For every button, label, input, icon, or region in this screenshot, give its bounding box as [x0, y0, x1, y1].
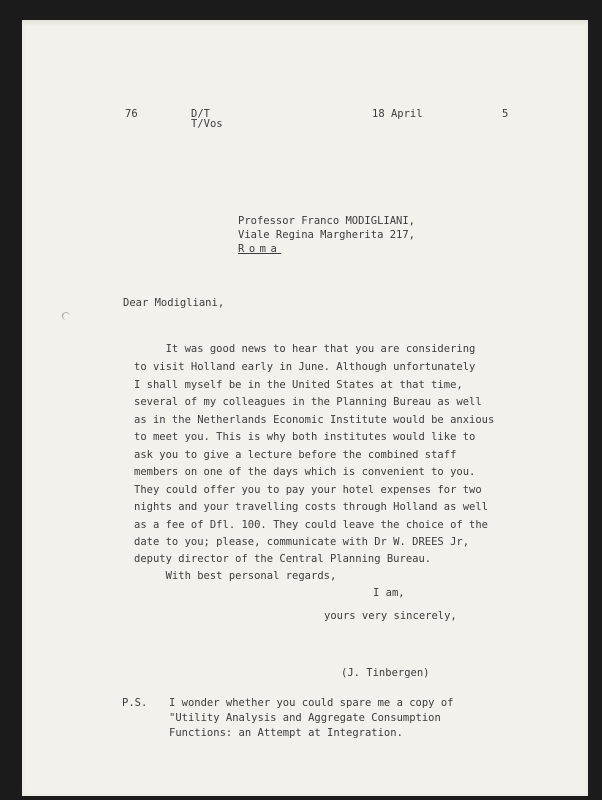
address-city: Roma — [238, 243, 282, 255]
postscript-line: I wonder whether you could spare me a copy of — [169, 697, 454, 709]
postscript-label: P.S. — [122, 697, 148, 709]
body-line: It was good news to hear that you are considering — [134, 343, 476, 355]
letter-date: 18 April — [372, 108, 423, 120]
paper-top-shadow — [22, 20, 588, 26]
closing-valediction: yours very sincerely, — [324, 610, 457, 622]
body-line: ask you to give a lecture before the combined staff — [134, 449, 457, 461]
body-line: They could offer you to pay your hotel expenses for two — [134, 484, 482, 496]
postscript-line: Functions: an Attempt at Integration. — [169, 727, 403, 739]
body-line: deputy director of the Central Planning Bureau. — [134, 553, 432, 565]
closing-i-am: I am, — [373, 587, 405, 599]
postscript-line: "Utility Analysis and Aggregate Consumption — [169, 712, 441, 724]
body-line: several of my colleagues in the Planning Bureau as well — [134, 396, 482, 408]
body-line: With best personal regards, — [134, 570, 337, 582]
body-line: to meet you. This is why both institutes would like to — [134, 431, 476, 443]
body-line: as in the Netherlands Economic Institute would be anxious — [134, 414, 495, 426]
body-line: I shall myself be in the United States at that time, — [134, 379, 463, 391]
punch-hole — [62, 312, 70, 320]
body-line: to visit Holland early in June. Although unfortunately — [134, 361, 476, 373]
salutation: Dear Modigliani, — [123, 297, 225, 309]
reference-code-secondary: T/Vos — [191, 118, 223, 130]
signature-name: (J. Tinbergen) — [341, 667, 430, 679]
body-line: as a fee of Dfl. 100. They could leave the choice of the — [134, 519, 489, 531]
address-street: Viale Regina Margherita 217, — [238, 229, 416, 241]
reference-number: 76 — [125, 108, 138, 120]
body-line: members on one of the days which is convenient to you. — [134, 466, 476, 478]
address-name: Professor Franco MODIGLIANI, — [238, 215, 416, 227]
body-line: nights and your travelling costs through Holland as well — [134, 501, 489, 513]
page-mark: 5 — [502, 108, 509, 120]
reference-code: D/T — [191, 108, 210, 120]
body-line: date to you; please, communicate with Dr W. DREES Jr, — [134, 536, 470, 548]
